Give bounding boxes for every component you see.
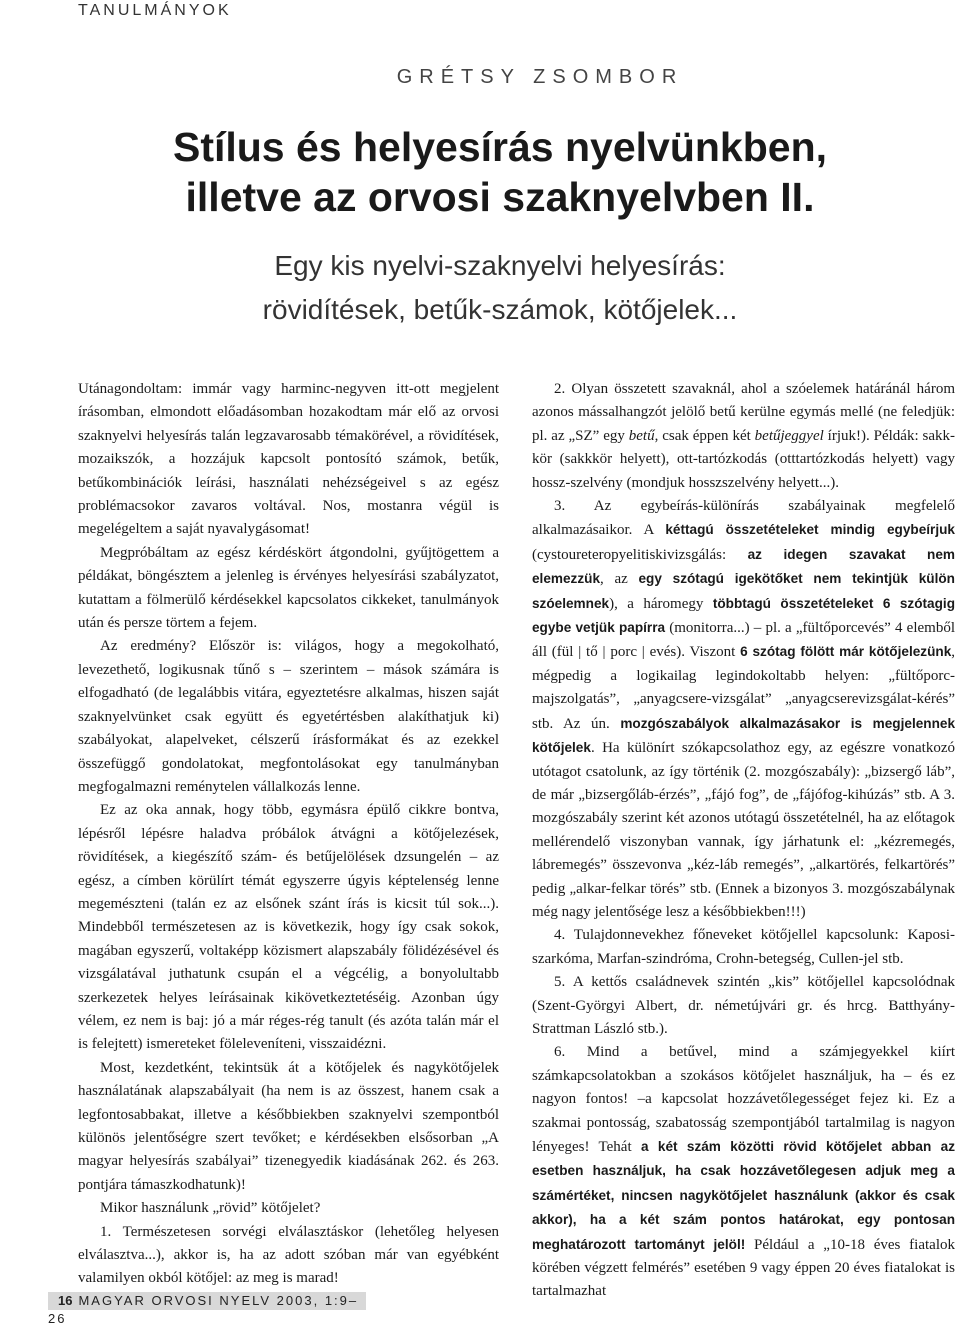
text-run: , az [600,571,639,588]
journal-citation: MAGYAR ORVOSI NYELV 2003, 1:9–26 [48,1293,359,1326]
paragraph: 5. A kettős családnevek szintén „kis” kötőjellel kapcsolódnak (Szent-Györgyi Albert, dr. németújvári gr. és hrcg. Batthyány-Strattman László stb.). [532,974,955,1037]
text-run: írjuk!). Példák: sakk-kör (sakkkör helyett), ott-tartózkodás (otttartózkodás helyett) vagy hossz-szelvény (mondjuk hosszszelvény helyett...). [532,427,955,491]
text-run: 3. Az egybeírás-különírás szabályainak megfelelő alkalmazásaikor. A [532,498,955,539]
text-run: , csak éppen két [654,427,755,444]
bold-run: az idegen szavakat nem elemezzük [532,546,955,587]
bold-run: többtagú összetételeket 6 szótagig egybe vetjük papírra [532,595,955,636]
page-number: 16 [58,1293,73,1308]
left-column [78,378,499,1291]
paragraph: Utánagondoltam: immár vagy harminc-negyven itt-ott megjelent írásomban, elmondott előadásomban hozakodtam már elő az orvosi szaknyelvi helyesírás talán legzavarosabb témakörével, a rövidítések, mozaikszók, a hozzájuk kapcsolt pontosító számok, betűk, betűkombinációk leírási, használati nehézségeivel s az egész problémacsokor zavaros voltával. Nos, mostanra végül is megelégeltem a saját nyavalygásomat! [78,381,499,538]
subtitle-line-1: Egy kis nyelvi-szaknyelvi helyesírás: [274,250,726,281]
bold-run: a két szám közötti rövid kötőjelet abban az esetben használjuk, ha csak hozzávetőlegesen adjuk meg a számértéket, nincsen nagykötőjelet használunk (akkor és csak akkor), ha a két szám pontos határokat, egy pontosan meghatározott tartományt jelöl! [532,1139,955,1252]
text-run: ), a háromegy [609,595,713,612]
author-name: GRÉTSY ZSOMBOR [396,66,684,88]
article-title [100,122,900,222]
bold-run: mozgószabályok alkalmazásakor is megjelennek kötőjelek [532,715,956,756]
right-column [532,378,955,1304]
text-run: (monitorra...) – pl. a „fültőporcevés” 4 elemből áll (fül | tő | porc | evés). Viszont [532,620,955,661]
text-run: . Ha különírt szókapcsolathoz egy, az egészre vonatkozó utótagot csatolunk, az így történik (2. mozgószabály): „bizsergő láb”, de már „bizsergőláb-érzés”, „fájó fog”, de „fájófog-kihúzás” stb. A 3. mozgószabály szerint két azonos utótagú összetételnél, ha az előtagok mellérendelő viszonyban vannak, így járhatunk el: „kézremegés, lábremegés” összevonva „kéz-láb remegés”, „alkartörés, felkartörés” pedig „alkar-felkar törés” stb. (Ennek a bizonyos 3. mozgószabálynak még nagy jelentősége lesz a későbbiekben!!!) [532,740,955,920]
bold-run: 6 szótag fölött már kötőjelezünk [740,644,952,660]
paragraph: 4. Tulajdonnevekhez főneveket kötőjellel kapcsolunk: Kaposi-szarkóma, Marfan-szindróma, Crohn-betegség, Cullen-jel stb. [532,927,955,967]
paragraph [532,495,955,924]
italic-run: betű [628,427,655,444]
text-run: 2. Olyan összetett szavaknál, ahol a szóelemek határánál három azonos mássalhangzót jelölő betű kerülne egymás mellé (ne feledjük: pl. az „SZ” egy [532,381,955,444]
page-footer [48,1292,366,1326]
paragraph: Most, kezdetként, tekintsük át a kötőjelek és nagykötőjelek használatának alapszabályait (ha nem is az összest, hanem csak a legfontosabbakat, illetve a későbbiekben szaknyelvi szempontból különös jelentőségre szert tevőket; e kérdésekben elsősorban „A magyar helyesírás szabályai” tizenegyedik kiadásának 262. és 263. pontjára támaszkodhatunk)! [78,1059,499,1193]
title-line-1: Stílus és helyesírás nyelvünkben, [172,124,828,170]
paragraph [532,1041,955,1303]
text-run: (cystoureteropyelitiskivizsgálás: [532,546,748,563]
article-subtitle [100,244,900,332]
paragraph: Megpróbáltam az egész kérdéskört átgondolni, gyűjtögettem a példákat, böngésztem a jelenleg is érvényes helyesírási szabályzatot, kutattam a fölmerülő kérdésekkel kapcsolatos cikkeket, tanulmányok után és persze törtem a fejem. [78,544,499,632]
text-run: , mégpedig a logikailag legindokoltabb helyen: „fültőporc-majszolgatás”, „anyagcsere-vizsgálat” „anyagcserevizsgálat-kérés” stb. Az ún. [532,644,956,732]
bold-run: kéttagú összetételeket mindig egybeírjuk [665,522,955,538]
paragraph: Az eredmény? Először is: világos, hogy a megokolható, levezethető, logikusnak tűnő s – szerintem – mások számára is elfogadható (de legalábbis vitára, egyeztetésre alkalmas, hiszen saját szaknyelvünket csak együtt és egyetértésben alakíthatjuk ki) szabályokat, alapelveket, célszerű írásformákat és az ezekkel összefüggő gondolatokat, megfontolásokat egy tanulmányban megfogalmazni reménytelen vállalkozás lenne. [78,638,499,795]
section-label: TANULMÁNYOK [78,2,232,19]
paragraph: Ez az oka annak, hogy több, egymásra épülő cikkre bontva, lépésről lépésre haladva próbálok átvágni a kötőjelezések, rövidítések, a kiegészítő szám- és betűjelölések dzsungelén – az egész, a címben körülírt témát egyszerre úgyis képtelenség lenne megemészteni (talán ez az elsőnek szánt írás is kicsit túl sok...). Mindebből természetesen az is következik, hogy így csak sokok, magában egyszerű, voltaképp közismert alapszabály fölidézésével és vizsgálatával juthatunk csupán el a végcélig, a bonyolultabb szerkezetek helyes leírásainak kikövetkeztetéséig. Azonban úgy vélem, ez nem is baj: jó a már réges-rég tanult (és azóta talán már el is felejtett) ismereteket föleleveníteni, visszaidézni. [78,802,499,1053]
paragraph [532,378,955,495]
subtitle-line-2: rövidítések, betűk-számok, kötőjelek... [262,294,738,325]
bold-run: egy szótagú igekötőket nem tekintjük külön szóelemnek [532,571,955,611]
text-run: Például a „10-18 éves fiatalok körében végzett felmérés” esetében 9 vagy éppen 20 éves fiatalokat is tartalmazhat [532,1236,955,1300]
paragraph: 1. Természetesen sorvégi elválasztáskor (lehetőleg helyesen elválasztva...), akkor is, ha az adott szóban már van egyébként valamilyen okból kötőjel: az meg is marad! [78,1223,499,1287]
title-line-2: illetve az orvosi szaknyelvben II. [185,174,815,220]
italic-run: betűjeggyel [754,427,824,444]
paragraph: Mikor használunk „rövid” kötőjelet? [100,1200,321,1217]
text-run: 6. Mind a betűvel, mind a számjegyekkel kiírt számkapcsolatokban a szokásos kötőjelet használjuk, ha – és ez nagyon fontos! –a kapcsolat hozzávetőlegességet fejez ki. Ez a szakmai pontosság, szabatosság szempontjából tartalmilag is nagyon lényeges! Tehát [532,1044,955,1155]
